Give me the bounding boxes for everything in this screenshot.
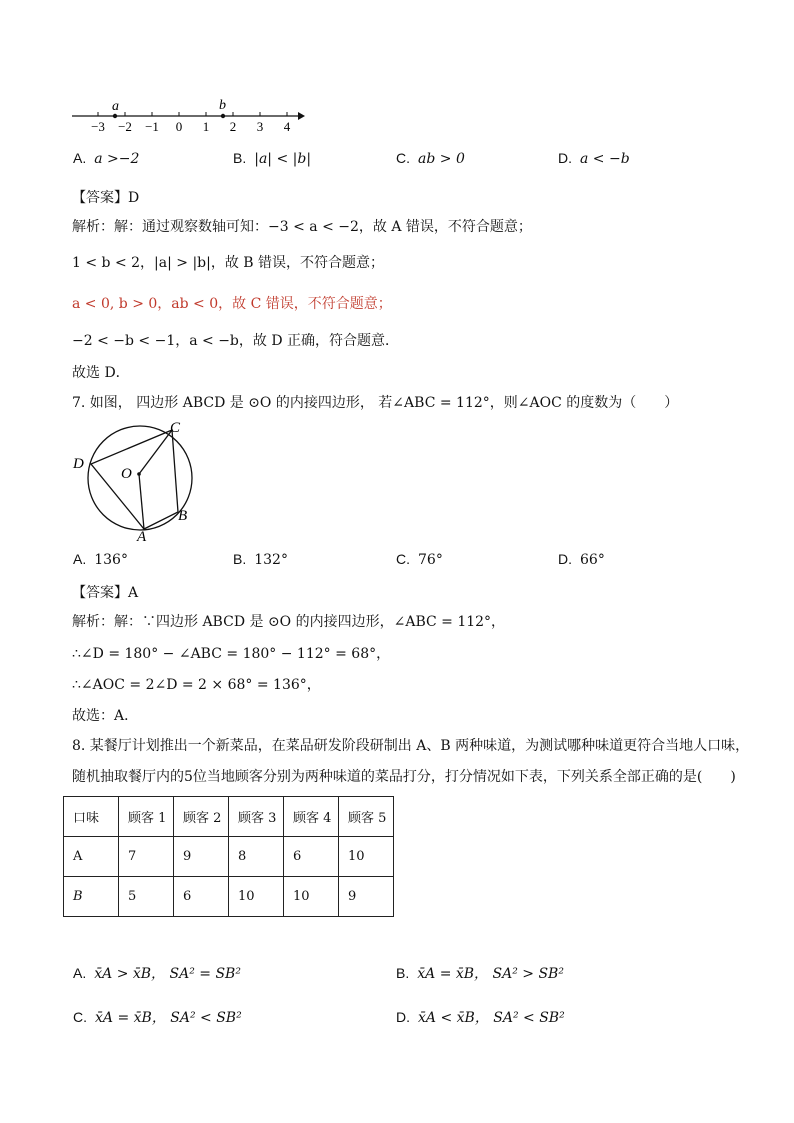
number-line-tick-label: −3	[91, 119, 105, 134]
table-cell: 5	[119, 877, 174, 917]
q6-answer: 【答案】D	[72, 190, 140, 206]
q7-option-d: D. 66°	[558, 551, 605, 568]
label-d: D	[73, 456, 84, 472]
table-cell: 6	[174, 877, 229, 917]
number-line-tick-label: 0	[175, 119, 183, 134]
q8-stem-line1: 8. 某餐厅计划推出一个新菜品，在菜品研发阶段研制出 A、B 两种味道，为测试哪种味道更符合当地人口味，	[72, 738, 750, 754]
number-line-tick-label: 1	[202, 119, 210, 134]
q8-option-d: D. x̄A < x̄B， SA² < SB²	[396, 1009, 565, 1026]
point-b-dot	[221, 114, 225, 118]
q6-analysis-2: 1 < b < 2，|a| > |b|，故 B 错误，不符合题意；	[72, 255, 385, 271]
segment-oa	[139, 474, 144, 529]
label-b: B	[178, 508, 188, 524]
q7-analysis-2: ∴∠D = 180° − ∠ABC = 180° − 112° = 68°，	[72, 646, 391, 662]
q6-analysis-5: 故选 D．	[72, 365, 130, 381]
label-o: O	[121, 466, 132, 482]
point-b-label: b	[219, 98, 226, 113]
table-row	[64, 877, 394, 917]
number-line-figure	[68, 98, 308, 136]
q6-option-d: D. a < −b	[558, 150, 630, 167]
table-header-row	[64, 797, 394, 837]
table-cell: 10	[284, 877, 339, 917]
q7-option-b: B. 132°	[233, 551, 288, 568]
q7-stem: 7. 如图， 四边形 ABCD 是 ⊙O 的内接四边形， 若∠ABC = 112°，则∠AOC 的度数为（ ）	[72, 395, 679, 411]
table-cell: 9	[339, 877, 394, 917]
q6-analysis-3: a < 0, b > 0，ab < 0，故 C 错误，不符合题意；	[72, 296, 392, 312]
circle-figure	[68, 414, 208, 546]
q8-option-a: A. x̄A > x̄B， SA² = SB²	[73, 965, 241, 982]
center-o-dot	[137, 472, 141, 476]
q7-option-c: C. 76°	[396, 551, 443, 568]
q8-option-b: B. x̄A = x̄B， SA² > SB²	[396, 965, 564, 982]
q7-option-a: A. 136°	[73, 551, 128, 568]
table-cell: B	[64, 877, 119, 917]
q8-option-c: C. x̄A = x̄B， SA² < SB²	[73, 1009, 242, 1026]
q6-option-c: C. ab > 0	[396, 150, 465, 167]
table-cell: A	[64, 837, 119, 877]
number-line-tick-label: 3	[256, 119, 264, 134]
q6-option-b: B. |a| < |b|	[233, 150, 312, 167]
table-row	[64, 837, 394, 877]
number-line-arrow	[298, 112, 305, 120]
number-line-ticks	[91, 112, 291, 134]
table-header-cell: 顾客 3	[229, 797, 284, 837]
number-line-tick-label: 2	[229, 119, 237, 134]
q6-analysis-4: −2 < −b < −1，a < −b，故 D 正确，符合题意．	[72, 333, 400, 349]
table-header-cell: 顾客 5	[339, 797, 394, 837]
point-a-label: a	[112, 99, 119, 114]
table-cell: 9	[174, 837, 229, 877]
q8-stem-line2: 随机抽取餐厅内的5位当地顾客分别为两种味道的菜品打分，打分情况如下表，下列关系全部正确的是( )	[72, 769, 736, 785]
q6-analysis-1: 解析：解：通过观察数轴可知：−3 < a < −2，故 A 错误，不符合题意；	[72, 219, 532, 235]
number-line-tick-label: −1	[145, 119, 159, 134]
label-a: A	[137, 529, 147, 545]
q7-answer: 【答案】A	[72, 585, 139, 601]
table-cell: 7	[119, 837, 174, 877]
quadrilateral-abcd	[91, 430, 178, 529]
table-cell: 6	[284, 837, 339, 877]
q7-analysis-1: 解析：解：∵四边形 ABCD 是 ⊙O 的内接四边形，∠ABC = 112°，	[72, 614, 506, 630]
table-cell: 8	[229, 837, 284, 877]
number-line-tick-label: 4	[283, 119, 291, 134]
point-a-dot	[113, 114, 117, 118]
table-cell: 10	[339, 837, 394, 877]
q6-option-a: A. a >−2	[73, 150, 140, 167]
table-header-cell: 口味	[64, 797, 119, 837]
table-header-cell: 顾客 2	[174, 797, 229, 837]
q7-analysis-3: ∴∠AOC = 2∠D = 2 × 68° = 136°，	[72, 677, 321, 693]
score-table	[63, 796, 394, 917]
number-line-tick-label: −2	[118, 119, 132, 134]
table-cell: 10	[229, 877, 284, 917]
table-header-cell: 顾客 4	[284, 797, 339, 837]
table-header-cell: 顾客 1	[119, 797, 174, 837]
label-c: C	[170, 420, 181, 436]
q7-analysis-4: 故选：A．	[72, 708, 139, 724]
